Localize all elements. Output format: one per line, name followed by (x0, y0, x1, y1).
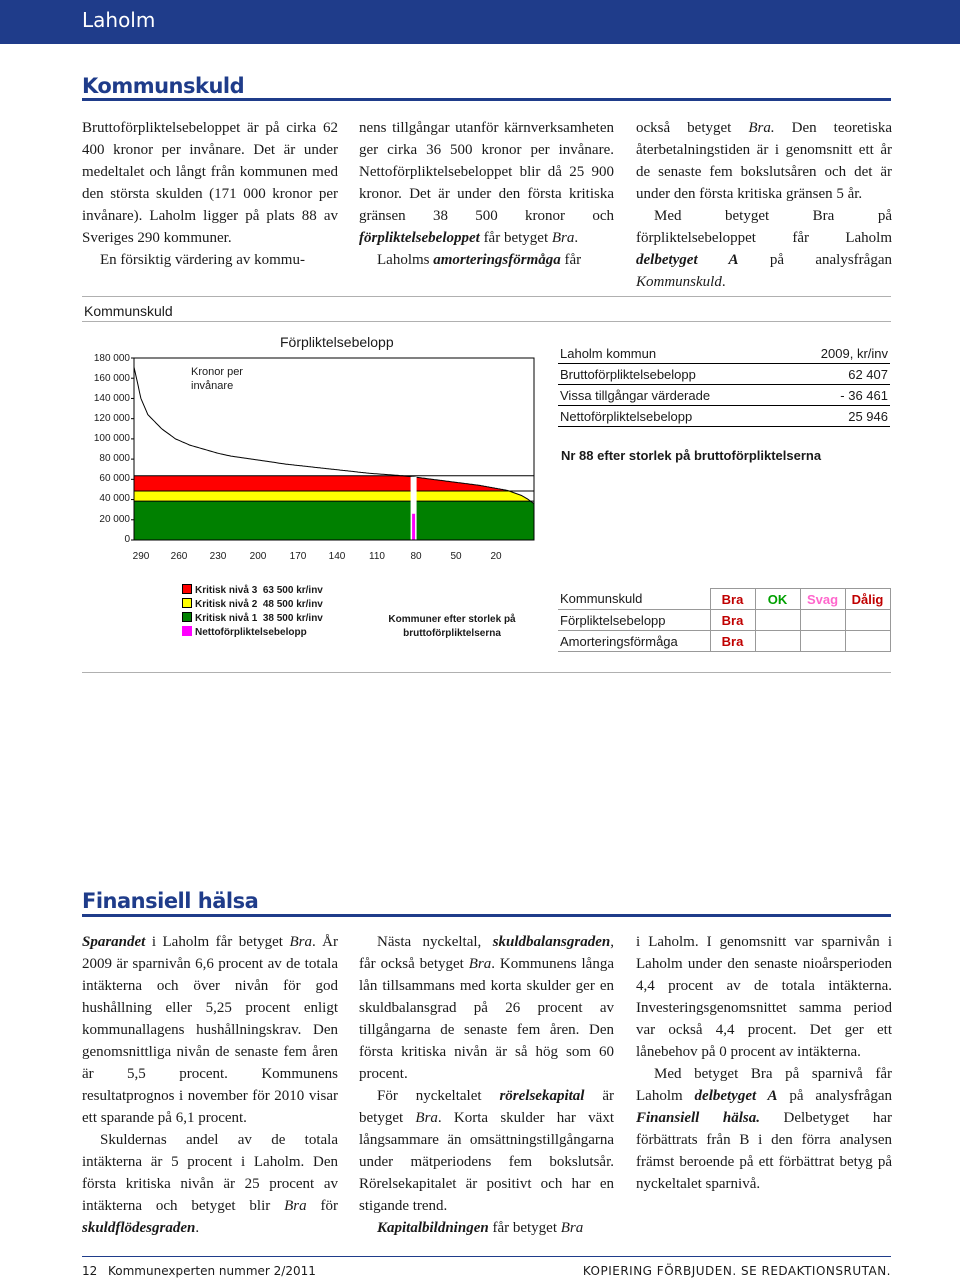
header-band (0, 0, 960, 44)
laholm-net-marker (412, 514, 415, 540)
grade-table (558, 588, 891, 652)
text-column-2 (359, 931, 614, 1239)
text-column-2 (359, 117, 614, 271)
legend-item-net: Nettoförpliktelsebelopp (182, 626, 307, 640)
x-tick-label: 290 (132, 551, 150, 562)
table-row (558, 364, 890, 385)
y-tick-label: 120 000 (93, 413, 130, 424)
paragraph: En försiktig värdering av kommu- (100, 252, 305, 268)
summary-table (558, 343, 890, 427)
y-tick-label: 20 000 (99, 514, 130, 525)
legend-swatch (182, 626, 192, 636)
row-label: Bruttoförpliktelsebelopp (560, 366, 696, 382)
footer-rule (82, 1256, 891, 1257)
grade-empty-cell (845, 631, 890, 652)
grade-row-label: Förpliktelsebelopp (558, 610, 710, 631)
copyright-notice: KOPIERING FÖRBJUDEN. SE REDAKTIONSRUTAN. (582, 1264, 891, 1278)
grade-row (558, 610, 890, 631)
grade-empty-cell (755, 610, 800, 631)
paragraph: Skuldernas andel av de totala intäkterna är 5 procent i Laholm. Den första kritiska nivån är 25 procent av intäkterna och betyget blir Bra för skuldflödesgraden. (82, 1132, 338, 1236)
grade-empty-cell (800, 631, 845, 652)
grade-header-ok: OK (755, 589, 800, 610)
y-axis-label: Kronor per invånare (191, 366, 243, 392)
table-header-row (558, 343, 890, 364)
y-tick-label: 160 000 (93, 373, 130, 384)
y-tick-label: 100 000 (93, 433, 130, 444)
legend-item-level1: Kritisk nivå 1 38 500 kr/inv (182, 612, 323, 626)
municipality-title: Laholm (82, 8, 156, 32)
section-rule (82, 914, 891, 917)
text-column-3 (636, 117, 892, 293)
area-level1-green (134, 501, 534, 540)
x-tick-label: 230 (209, 551, 227, 562)
table-row (558, 385, 890, 406)
y-tick-label: 180 000 (93, 353, 130, 364)
grade-header-svag: Svag (800, 589, 845, 610)
x-tick-label: 80 (410, 551, 422, 562)
row-label: Nettoförpliktelsebelopp (560, 408, 693, 424)
grade-empty-cell (755, 631, 800, 652)
publication-name: Kommunexperten nummer 2/2011 (108, 1264, 316, 1278)
paragraph: också betyget Bra. Den teoretiska återbetalningstiden är i genomsnitt ett år de senaste fem bokslutsåren och det är under den första kritiska gränsen 5 år. (636, 120, 892, 202)
x-tick-label: 170 (289, 551, 307, 562)
rank-note: Nr 88 efter storlek på bruttoförpliktelserna (561, 448, 822, 463)
legend-swatch (182, 598, 192, 608)
legend-swatch (182, 584, 192, 594)
x-tick-label: 260 (170, 551, 188, 562)
row-value: 25 946 (848, 408, 888, 424)
legend-item-level3: Kritisk nivå 3 63 500 kr/inv (182, 584, 323, 598)
chart-title: Förpliktelsebelopp (280, 334, 394, 350)
page-number: 12 (82, 1264, 98, 1278)
row-value: 62 407 (848, 366, 888, 382)
section-title-kommunskuld: Kommunskuld (82, 74, 245, 98)
text-column-1 (82, 117, 338, 271)
table-header-year: 2009, kr/inv (820, 345, 888, 361)
y-tick-label: 140 000 (93, 393, 130, 404)
y-tick-label: 80 000 (99, 453, 130, 464)
chart-box-bottom-rule (82, 672, 891, 673)
legend-swatch (182, 612, 192, 622)
grade-empty-cell (800, 610, 845, 631)
row-label: Vissa tillgångar värderade (560, 387, 711, 403)
paragraph: För nyckeltalet rörelsekapital är betyget Bra. Korta skulder har växt långsammare än omsättningstillgångarna under mätperiodens fem bokslutsår. Rörelsekapitalet är positivt och har en stigande trend. (359, 1088, 615, 1214)
grade-header-row (558, 589, 890, 610)
section-title-finansiell-halsa: Finansiell hälsa (82, 889, 259, 913)
table-header-label: Laholm kommun (560, 345, 657, 361)
section-rule (82, 98, 891, 101)
x-axis-label: Kommuner efter storlek på bruttoförpliktelserna (388, 614, 516, 639)
text-column-1 (82, 931, 338, 1239)
chart-box-header-rule (82, 321, 891, 322)
grade-row-label: Amorteringsförmåga (558, 631, 710, 652)
paragraph: Kapitalbildningen får betyget Bra (377, 1220, 584, 1236)
grade-value: Bra (710, 610, 755, 631)
grade-value: Bra (710, 631, 755, 652)
paragraph: Sparandet i Laholm får betyget Bra. År 2009 är sparnivån 6,6 procent av de totala intäkterna och över nivån för god hushållning eller 5,25 procent enligt kommunallagens hushållningskrav. Den genomsnittliga nivån de senaste fem åren är 5,5 procent. Kommunens resultatprognos i november för 2010 visar ett sparande på 6,1 procent. (82, 934, 339, 1126)
grade-empty-cell (845, 610, 890, 631)
y-tick-label: 60 000 (99, 473, 130, 484)
grade-table-title: Kommunskuld (558, 589, 710, 610)
grade-header-bra: Bra (710, 589, 755, 610)
paragraph: Nästa nyckeltal, skuldbalansgraden, får också betyget Bra. Kommunens långa lån tillsammans med korta skulder ger en skuldbalansgrad på 26 procent av tillgångarna de senaste fem åren. Den första kritiska nivån är så hög som 60 procent. (359, 934, 615, 1082)
paragraph: Med betyget Bra på sparnivå får Laholm delbetyget A på analysfrågan Finansiell hälsa. Delbetyget har förbättrats från B i den förra analysen främst beroende på ett förbättrat betyg på nyckeltalet sparnivå. (636, 1066, 892, 1192)
table-row (558, 406, 890, 427)
chart-box-top-rule (82, 296, 891, 297)
x-tick-label: 140 (328, 551, 346, 562)
area-level3-red (134, 476, 534, 491)
paragraph: Med betyget Bra på förpliktelsebeloppet får Laholm delbetyget A på analysfrågan Kommunskuld. (636, 208, 892, 290)
laholm-gross-marker (411, 477, 417, 540)
x-tick-label: 200 (249, 551, 267, 562)
grade-row (558, 631, 890, 652)
legend-item-level2: Kritisk nivå 2 48 500 kr/inv (182, 598, 323, 612)
paragraph: i Laholm. I genomsnitt var sparnivån i Laholm under den senaste nioårsperioden 4,4 procent av de totala intäkterna. Investeringsgenomsnittet samma period var också 4,4 procent. Det ger ett lånebehov på 0 procent av intäkterna. (636, 934, 892, 1060)
y-tick-label: 40 000 (99, 493, 130, 504)
y-tick-label: 0 (124, 534, 130, 545)
area-level2-yellow (134, 491, 534, 501)
paragraph: Laholms amorteringsförmåga får (377, 252, 582, 268)
chart-box-title: Kommunskuld (84, 303, 173, 319)
paragraph: Bruttoförpliktelsebeloppet är på cirka 62 400 kronor per invånare. Det är under medeltalet och långt från kommunen med den största skulden (171 000 kronor per invånare). Laholm ligger på plats 88 av Sveriges 290 kommuner. (82, 120, 338, 246)
paragraph: nens tillgångar utanför kärnverksamheten ger cirka 36 500 kronor per invånare. Nettoförpliktelsebeloppet blir då 25 900 kronor. Det är under den första kritiska gränsen 38 500 kronor och förpliktelsebeloppet får betyget Bra. (359, 120, 614, 246)
text-column-3 (636, 931, 892, 1195)
x-tick-label: 50 (450, 551, 462, 562)
grade-header-dalig: Dålig (845, 589, 890, 610)
x-tick-label: 20 (490, 551, 502, 562)
row-value: - 36 461 (840, 387, 888, 403)
x-tick-label: 110 (369, 551, 385, 562)
